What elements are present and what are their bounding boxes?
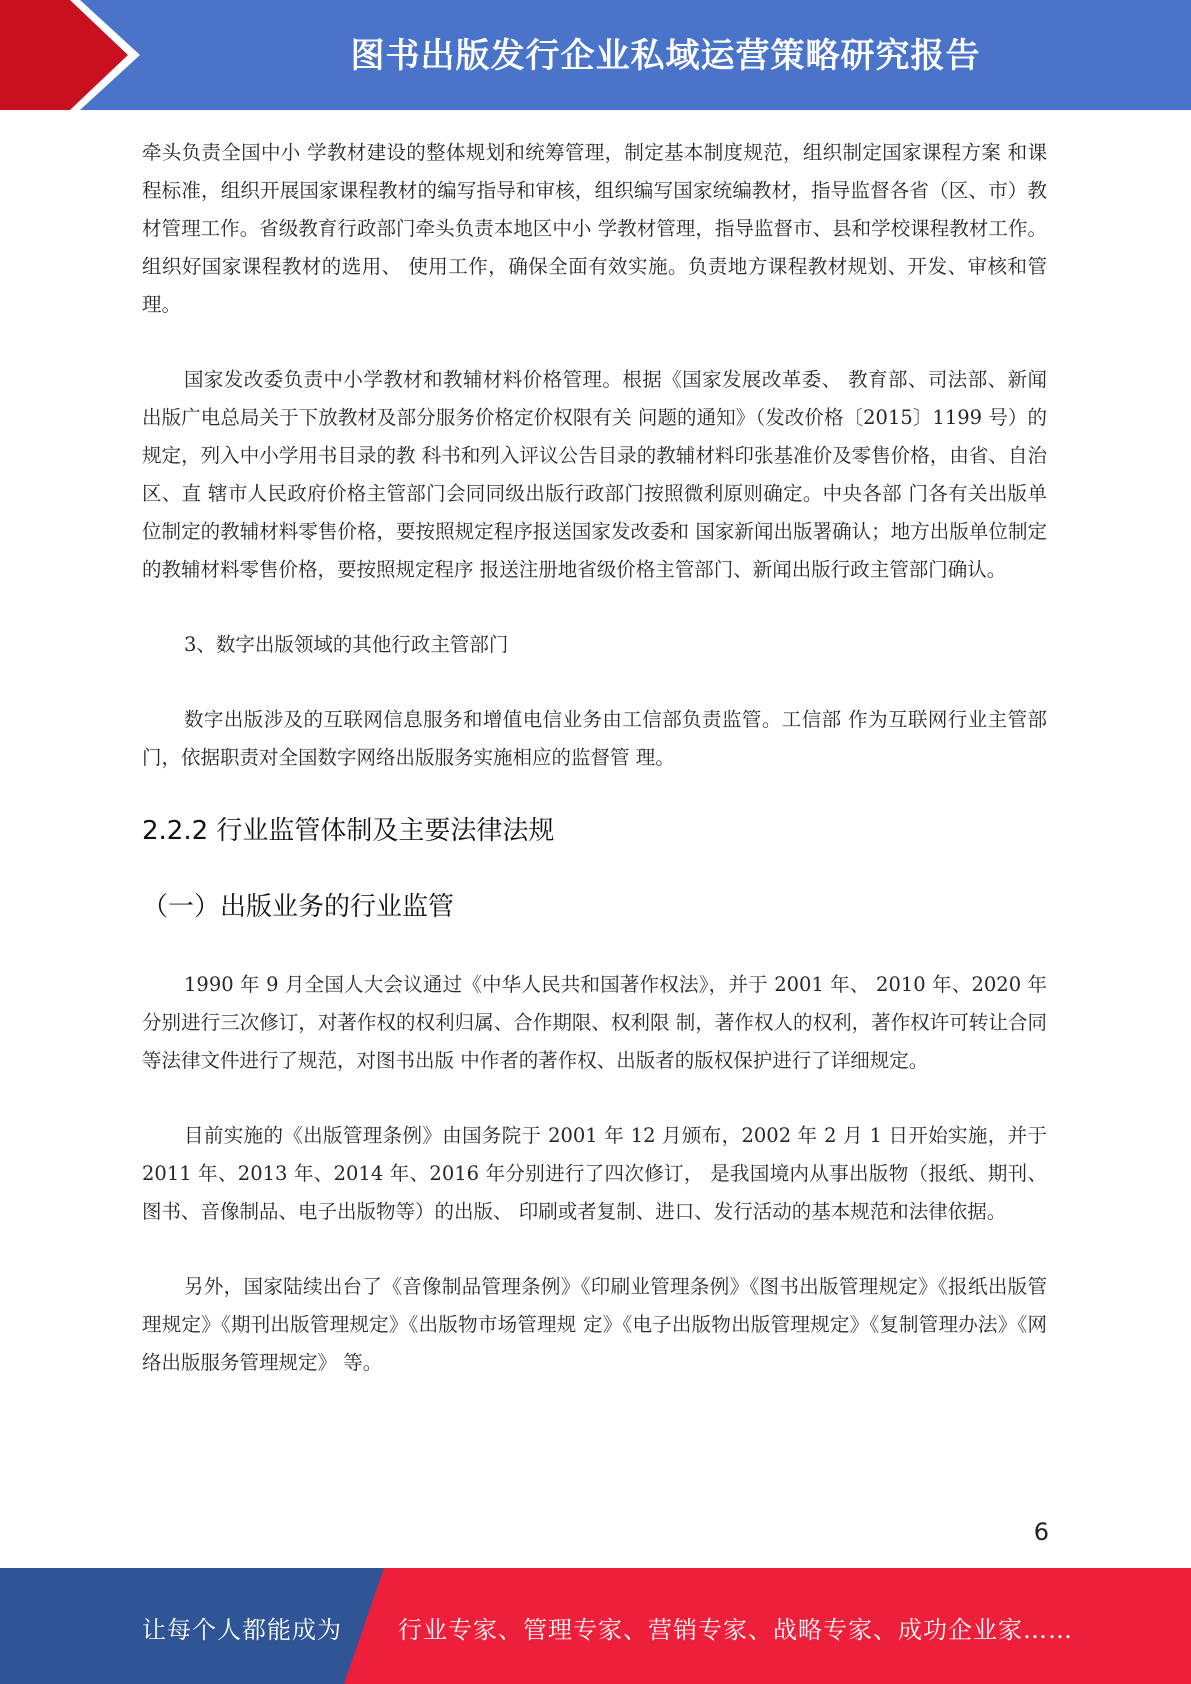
page-footer bbox=[0, 1568, 1191, 1684]
paragraph-3: 3、数字出版领域的其他行政主管部门 bbox=[184, 633, 509, 656]
subsection-heading-1: （一）出版业务的行业监管 bbox=[142, 892, 455, 922]
page-number: 6 bbox=[1033, 1518, 1049, 1546]
section-heading-2-2-2: 2.2.2 行业监管体制及主要法律法规 bbox=[142, 816, 555, 846]
paragraph-2: 国家发改委负责中小学教材和教辅材料价格管理。根据《国家发展改革委、 教育部、司法部、新闻出版广电总局关于下放教材及部分服务价格定价权限有关 问题的通知》（发改价格〔2015〕1199 号）的规定，列入中小学用书目录的教 科书和列入评议公告目录的教辅材料印张基准价及零售价格，由省、自治区、直 辖市人民政府价格主管部门会同同级出版行政部门按照微利原则确定。中央各部 门各有关出版单位制定的教辅材料零售价格，要按照规定程序报送国家发改委和 国家新闻出版署确认；地方出版单位制定的教辅材料零售价格，要按照规定程序 报送注册地省级价格主管部门、新闻出版行政主管部门确认。 bbox=[142, 368, 1047, 581]
paragraph-5: 1990 年 9 月全国人大会议通过《中华人民共和国著作权法》，并于 2001 年、 2010 年、2020 年分别进行三次修订，对著作权的权利归属、合作期限、权利限 制，著作权人的权利，著作权许可转让合同等法律文件进行了规范，对图书出版 中作者的著作权、出版者的版权保护进行了详细规定。 bbox=[142, 973, 1047, 1072]
paragraph-1: 牵头负责全国中小 学教材建设的整体规划和统筹管理，制定基本制度规范，组织制定国家课程方案 和课程标准，组织开展国家课程教材的编写指导和审核，组织编写国家统编教材，指导监督各省（区、市）教材管理工作。省级教育行政部门牵头负责本地区中小 学教材管理，指导监督市、县和学校课程教材工作。组织好国家课程教材的选用、 使用工作，确保全面有效实施。负责地方课程教材规划、开发、审核和管理。 bbox=[142, 141, 1047, 316]
page-content bbox=[142, 134, 1047, 1419]
paragraph-6: 目前实施的《出版管理条例》由国务院于 2001 年 12 月颁布，2002 年 2 月 1 日开始实施，并于 2011 年、2013 年、2014 年、2016 年分别进行了四次修订， 是我国境内从事出版物（报纸、期刊、图书、音像制品、电子出版物等）的出版、 印刷或者复制、进口、发行活动的基本规范和法律依据。 bbox=[142, 1124, 1047, 1223]
header-arrow-decoration bbox=[0, 0, 160, 110]
paragraph-7: 另外，国家陆续出台了《音像制品管理条例》《印刷业管理条例》《图书出版管理规定》《报纸出版管理规定》《期刊出版管理规定》《出版物市场管理规 定》《电子出版物出版管理规定》《复制管理办法》《网络出版服务管理规定》 等。 bbox=[142, 1275, 1047, 1374]
footer-slogan-right: 行业专家、管理专家、营销专家、战略专家、成功企业家…… bbox=[398, 1616, 1073, 1644]
report-title: 图书出版发行企业私域运营策略研究报告 bbox=[350, 36, 981, 76]
paragraph-4: 数字出版涉及的互联网信息服务和增值电信业务由工信部负责监管。工信部 作为互联网行业主管部门，依据职责对全国数字网络出版服务实施相应的监督管 理。 bbox=[142, 708, 1047, 769]
page-header bbox=[0, 0, 1191, 110]
footer-slogan-left: 让每个人都能成为 bbox=[142, 1616, 342, 1644]
